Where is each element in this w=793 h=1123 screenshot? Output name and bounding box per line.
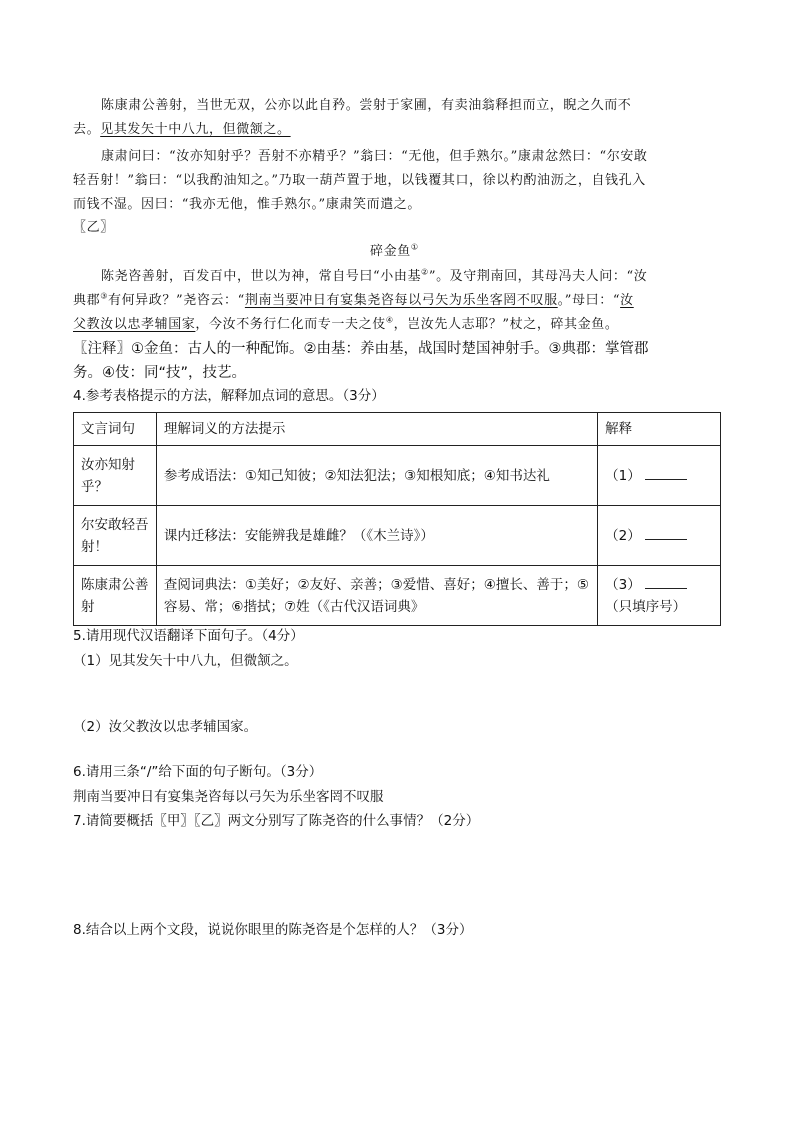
q7-title: 7.请简要概括〖甲〗〖乙〗两文分别写了陈尧咨的什么事情？（2分）	[73, 813, 480, 829]
q4-title: 4.参考表格提示的方法，解释加点词的意思。（3分）	[73, 388, 385, 404]
hint-cell: 课内迁移法：安能辨我是雄雌？（《木兰诗》）	[156, 506, 597, 566]
table-row	[74, 566, 721, 626]
term-cell: 尔安敢轻吾射！	[74, 506, 157, 566]
yi-text: 。”母曰：“	[557, 293, 621, 308]
q8-title: 8.结合以上两个文段，说说你眼里的陈尧咨是个怎样的人？（3分）	[73, 922, 473, 938]
q4-table	[73, 412, 721, 626]
q5-title: 5.请用现代汉语翻译下面句子。（4分）	[73, 628, 304, 644]
table-row	[74, 506, 721, 566]
jia-paragraph-2-line-1: 康肃问曰：“汝亦知射乎？吾射不亦精乎？”翁曰：“无他，但手熟尔。”康肃忿然曰：“尔安敢	[101, 149, 648, 164]
yi-text: 典郡	[73, 293, 101, 308]
yi-text: ，岂汝先人志耶？”杖之，碎其金鱼。	[393, 317, 619, 332]
answer-label: （3）	[605, 576, 641, 593]
jia-text: 去。	[73, 122, 101, 137]
answer-cell	[598, 566, 721, 626]
note-marker: ④	[385, 315, 394, 325]
note-marker: ③	[100, 291, 108, 301]
answer-blank[interactable]	[645, 467, 687, 480]
yi-line-3	[73, 316, 618, 334]
yi-text: 有何异政？”尧咨云：“	[107, 293, 245, 308]
answer-cell	[598, 506, 721, 566]
jia-paragraph-1-line-1: 陈康肃公善射，当世无双，公亦以此自矜。尝射于家圃，有卖油翁释担而立，睨之久而不	[101, 98, 632, 113]
yi-text: ，今汝不务行仁化而专一夫之伎	[195, 317, 386, 332]
jia-paragraph-1-line-2	[73, 121, 291, 139]
notes-line-1: 〖注释〗①金鱼：古人的一种配饰。②由基：养由基，战国时楚国神射手。③典郡：掌管郡	[73, 341, 649, 357]
yi-label: 〖乙〗	[73, 220, 114, 235]
yi-text: ”。及守荆南回，其母冯夫人问：“汝	[428, 269, 648, 284]
answer-blank[interactable]	[645, 527, 687, 540]
header-cell: 文言词句	[74, 413, 157, 446]
term-cell: 汝亦知射乎？	[74, 446, 157, 506]
yi-line-2	[73, 292, 634, 310]
yi-underlined-sentence-2: 父教汝以忠孝辅国家	[73, 317, 196, 332]
yi-text: 陈尧咨善射，百发百中，世以为神，常自号曰“小由基	[101, 269, 422, 284]
hint-cell: 参考成语法：①知己知彼；②知法犯法；③知根知底；④知书达礼	[156, 446, 597, 506]
term-cell: 陈康肃公善射	[74, 566, 157, 626]
jia-paragraph-2-line-2: 轻吾射！”翁曰：“以我酌油知之。”乃取一葫芦置于地，以钱覆其口，徐以杓酌油沥之，自钱孔入	[73, 173, 646, 188]
yi-underlined-sentence-1: 荆南当要冲日有宴集尧咨每以弓矢为乐坐客罔不叹服	[244, 293, 558, 308]
q5-sentence-2: （2）汝父教汝以忠孝辅国家。	[73, 719, 258, 735]
hint-cell: 查阅词典法：①美好；②友好、亲善；③爱惜、喜好；④擅长、善于；⑤容易、常；⑥揩拭；⑦姓（《古代汉语词典》	[156, 566, 597, 626]
jia-underlined-sentence: 见其发矢十中八九，但微颔之。	[100, 122, 291, 137]
yi-title-note: ①	[410, 242, 419, 252]
q5-sentence-1: （1）见其发矢十中八九，但微颔之。	[73, 653, 298, 669]
answer-label: （2）	[605, 527, 641, 544]
answer-blank[interactable]	[645, 576, 687, 589]
header-cell: 理解词义的方法提示	[156, 413, 597, 446]
answer-note: （只填序号）	[605, 598, 687, 615]
answer-cell	[598, 446, 721, 506]
yi-line-1	[101, 268, 647, 286]
table-row	[74, 446, 721, 506]
jia-paragraph-2-line-3: 而钱不湿。因曰：“我亦无他，惟手熟尔。”康肃笑而遣之。	[73, 197, 421, 212]
q6-title: 6.请用三条“/”给下面的句子断句。（3分）	[73, 764, 323, 780]
table-header-row	[74, 413, 721, 446]
q6-sentence: 荆南当要冲日有宴集尧咨每以弓矢为乐坐客罔不叹服	[73, 789, 384, 805]
yi-title-text: 碎金鱼	[370, 244, 411, 259]
header-cell: 解释	[598, 413, 721, 446]
answer-label: （1）	[605, 467, 641, 484]
yi-title	[370, 243, 419, 261]
note-marker: ②	[421, 267, 429, 277]
yi-underlined-sentence-2-start: 汝	[620, 293, 634, 308]
notes-line-2: 务。④伎：同“技”，技艺。	[73, 365, 247, 381]
